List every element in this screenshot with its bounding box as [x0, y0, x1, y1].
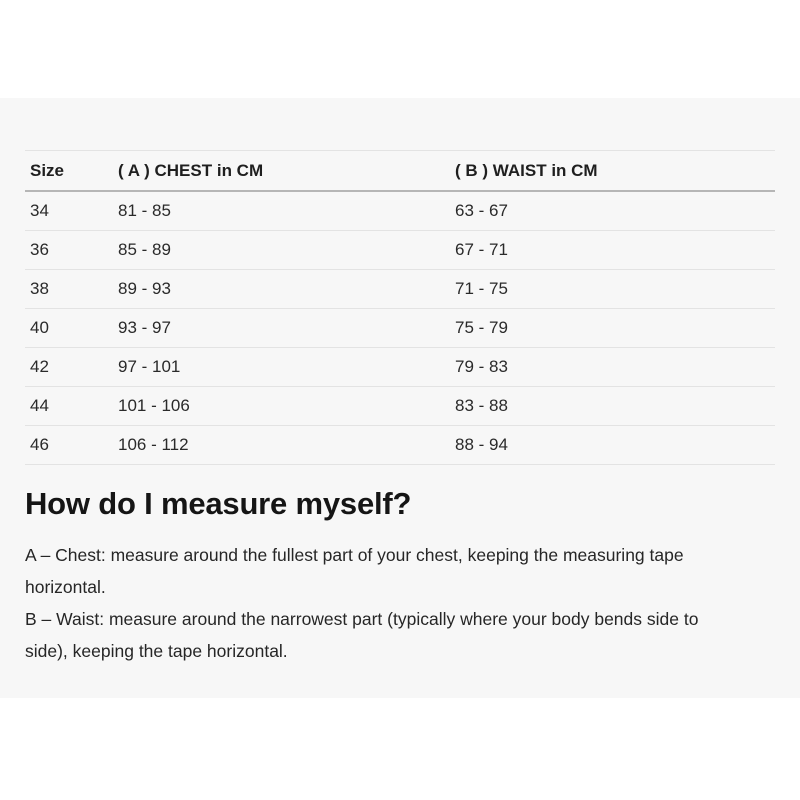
cell-chest: 106 - 112: [118, 426, 455, 465]
measure-instructions: [25, 539, 775, 667]
cell-size: 42: [25, 348, 118, 387]
column-header-size: Size: [25, 151, 118, 192]
cell-waist: 83 - 88: [455, 387, 775, 426]
table-row: [25, 348, 775, 387]
table-row: [25, 191, 775, 231]
instruction-line-waist-2: side), keeping the tape horizontal.: [25, 641, 288, 661]
cell-chest: 85 - 89: [118, 231, 455, 270]
column-header-waist: ( B ) WAIST in CM: [455, 151, 775, 192]
measure-heading: How do I measure myself?: [25, 486, 412, 521]
cell-chest: 97 - 101: [118, 348, 455, 387]
table-row: [25, 309, 775, 348]
table-header-row: [25, 151, 775, 192]
table-row: [25, 387, 775, 426]
table-row: [25, 270, 775, 309]
cell-size: 40: [25, 309, 118, 348]
table-row: [25, 231, 775, 270]
cell-waist: 75 - 79: [455, 309, 775, 348]
cell-size: 38: [25, 270, 118, 309]
size-chart-table: [25, 150, 775, 465]
instruction-line-waist: B – Waist: measure around the narrowest part (typically where your body bends side to: [25, 609, 699, 629]
cell-size: 36: [25, 231, 118, 270]
cell-waist: 71 - 75: [455, 270, 775, 309]
size-guide-panel: [0, 98, 800, 698]
cell-waist: 63 - 67: [455, 191, 775, 231]
instruction-line-chest-2: horizontal.: [25, 577, 106, 597]
table-row: [25, 426, 775, 465]
column-header-chest: ( A ) CHEST in CM: [118, 151, 455, 192]
cell-size: 46: [25, 426, 118, 465]
cell-size: 44: [25, 387, 118, 426]
instruction-line-chest: A – Chest: measure around the fullest part of your chest, keeping the measuring tape: [25, 545, 684, 565]
cell-waist: 67 - 71: [455, 231, 775, 270]
cell-size: 34: [25, 191, 118, 231]
cell-chest: 89 - 93: [118, 270, 455, 309]
cell-chest: 93 - 97: [118, 309, 455, 348]
size-guide-content: [0, 150, 800, 667]
cell-waist: 88 - 94: [455, 426, 775, 465]
cell-chest: 101 - 106: [118, 387, 455, 426]
cell-waist: 79 - 83: [455, 348, 775, 387]
cell-chest: 81 - 85: [118, 191, 455, 231]
